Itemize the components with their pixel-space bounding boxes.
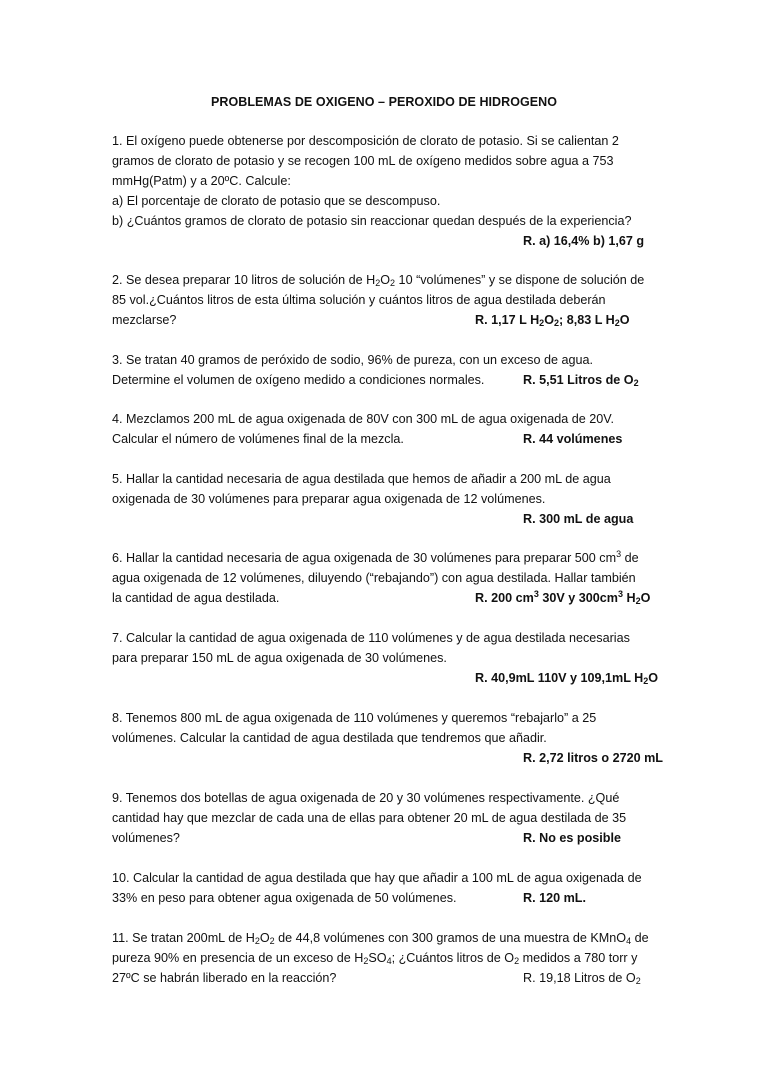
problem-5-line-2: oxigenada de 30 volúmenes para preparar agua oxigenada de 12 volúmenes. [112,492,546,506]
problem-4-line-2: Calcular el número de volúmenes final de la mezcla. [112,432,404,446]
problem-1-answer: R. a) 16,4% b) 1,67 g [523,234,645,248]
problem-11-answer: R. 19,18 Litros de $O_2$ [523,971,641,986]
problem-9-answer: R. No es posible [523,831,621,845]
problem-6-line-1: 6. Hallar la cantidad necesaria de agua oxigenada de 30 volúmenes para preparar 500 $cm^3$ de [112,549,639,565]
problem-9-line-2: cantidad hay que mezclar de cada una de ellas para obtener 20 mL de agua destilada de 35 [112,811,627,825]
problem-1-line-5: b) ¿Cuántos gramos de clorato de potasio sin reaccionar quedan después de la experiencia? [112,214,632,228]
problem-7-line-1: 7. Calcular la cantidad de agua oxigenada de 110 volúmenes y de agua destilada necesarias [112,631,630,645]
problem-8-line-2: volúmenes. Calcular la cantidad de agua destilada que tendremos que añadir. [112,731,547,745]
problem-5-answer: R. 300 mL de agua [523,512,634,526]
problem-1-line-3: mmHg(Patm) y a 20ºC. Calcule: [112,174,291,188]
problem-4-answer: R. 44 volúmenes [523,432,623,446]
problem-6-line-3: la cantidad de agua destilada. [112,591,280,605]
problem-9-line-1: 9. Tenemos dos botellas de agua oxigenada de 20 y 30 volúmenes respectivamente. ¿Qué [112,791,620,805]
problem-1-line-1: 1. El oxígeno puede obtenerse por descomposición de clorato de potasio. Si se calientan 2 [112,134,619,148]
problem-7-line-2: para preparar 150 mL de agua oxigenada de 30 volúmenes. [112,651,447,665]
problem-6-line-2: agua oxigenada de 12 volúmenes, diluyendo (“rebajando”) con agua destilada. Hallar también [112,571,636,585]
problem-3-answer: R. 5,51 Litros de $O_2$ [523,373,639,388]
problem-3-line-1: 3. Se tratan 40 gramos de peróxido de sodio, 96% de pureza, con un exceso de agua. [112,353,593,367]
problem-9-line-3: volúmenes? [112,831,180,845]
problem-1-line-4: a) El porcentaje de clorato de potasio que se descompuso. [112,194,441,208]
problem-11-line-2: pureza 90% en presencia de un exceso de $H_2SO_4$; ¿Cuántos litros de $O_2$ medidos a 780 torr y [112,951,638,966]
problem-2-line-1: 2. Se desea preparar 10 litros de solución de $H_2O_2$ 10 “volúmenes” y se dispone de solución de [112,273,645,288]
problem-11-line-1: 11. Se tratan 200mL de $H_2O_2$ de 44,8 volúmenes con 300 gramos de una muestra de KMnO$_4$ de [112,931,649,946]
problem-8-line-1: 8. Tenemos 800 mL de agua oxigenada de 110 volúmenes y queremos “rebajarlo” a 25 [112,711,597,725]
problem-10-line-2: 33% en peso para obtener agua oxigenada de 50 volúmenes. [112,891,457,905]
problem-2-line-3: mezclarse? [112,313,177,327]
problem-5-line-1: 5. Hallar la cantidad necesaria de agua destilada que hemos de añadir a 200 mL de agua [112,472,611,486]
problem-11-line-3: 27ºC se habrán liberado en la reacción? [112,971,337,985]
problem-2-answer: R. 1,17 L $H_2O_2$; 8,83 L $H_2O$ [475,313,630,328]
problem-4-line-1: 4. Mezclamos 200 mL de agua oxigenada de 80V con 300 mL de agua oxigenada de 20V. [112,412,615,426]
problem-10-answer: R. 120 mL. [523,891,586,905]
problem-8-answer: R. 2,72 litros o 2720 mL [523,751,663,765]
problem-2-line-2: 85 vol.¿Cuántos litros de esta última solución y cuántos litros de agua destilada deberán [112,293,606,307]
problem-3-line-2: Determine el volumen de oxígeno medido a condiciones normales. [112,373,485,387]
problem-6-answer: R. 200 $cm^3$ 30V y $300cm^3$ $H_2O$ [475,589,651,606]
problem-1-line-2: gramos de clorato de potasio y se recogen 100 mL de oxígeno medidos sobre agua a 753 [112,154,614,168]
problem-7-answer: R. 40,9mL 110V y 109,1mL $H_2O$ [475,671,659,686]
problem-10-line-1: 10. Calcular la cantidad de agua destilada que hay que añadir a 100 mL de agua oxigenada de [112,871,642,885]
page-title: PROBLEMAS DE OXIGENO – PEROXIDO DE HIDROGENO [211,95,557,109]
